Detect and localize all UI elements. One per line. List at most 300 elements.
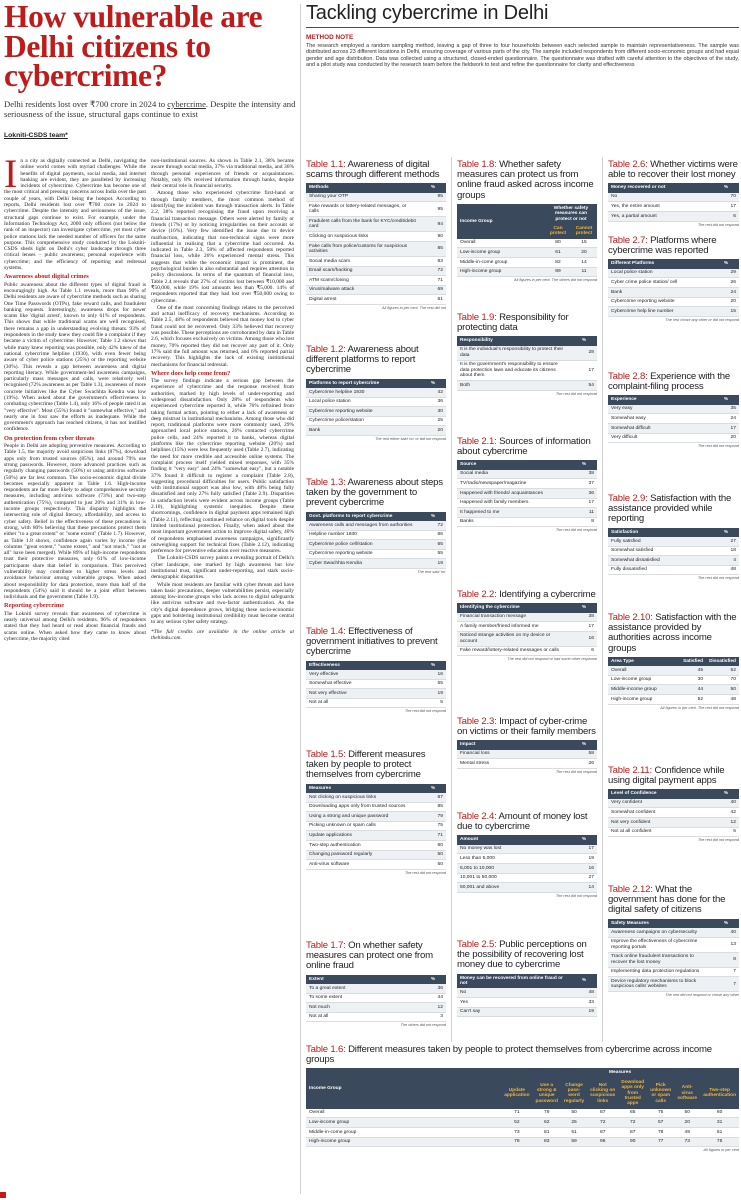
table-row xyxy=(306,397,446,407)
table-cell: Virus/malware attack xyxy=(306,285,420,295)
data-table xyxy=(608,657,739,705)
table-row xyxy=(306,993,446,1003)
column-header: Experience xyxy=(608,395,713,404)
table-title-text: Whether victims were able to recover their lost money xyxy=(608,159,738,181)
column-header: Identifying the cybercrime xyxy=(457,603,571,612)
table-cell: TV/radio/newspaper/magazine xyxy=(457,479,571,489)
table-row xyxy=(306,1109,739,1118)
table-row xyxy=(306,1128,739,1138)
subhead-reporting: Reporting cybercrime xyxy=(4,602,65,610)
table-cell: 87 xyxy=(587,1128,618,1138)
data-table xyxy=(306,784,446,870)
table-cell: Middle-in-come group xyxy=(306,1128,501,1138)
table-cell: 38 xyxy=(571,613,597,622)
table-title-text: Impact of cyber-crime on victims or their family members xyxy=(457,716,596,738)
headline: How vulnerable are Delhi citizens to cybercrime? xyxy=(4,0,263,93)
table-row xyxy=(306,521,446,530)
table-cell: Cybercrime reporting website xyxy=(306,549,420,559)
subhead-help: Where does help come from? xyxy=(151,369,231,377)
table-row xyxy=(608,269,739,278)
table-title xyxy=(457,160,597,201)
column-header: % xyxy=(571,974,597,989)
table-cell: 54 xyxy=(571,381,597,391)
column-header: Different Platforms xyxy=(608,259,713,268)
table-cell: 28 xyxy=(571,346,597,361)
header-row xyxy=(608,919,739,928)
table-cell: 20 xyxy=(674,1118,700,1128)
table-cell: High-income group xyxy=(306,1137,501,1147)
table-title-text: Different measures taken by people to protect themselves from cybercrime xyxy=(306,749,426,781)
table-cell: Fake rewards or lottery-related messages, or calls xyxy=(306,202,420,217)
table-title-text: Awareness of digital scams through different methods xyxy=(306,159,440,181)
table-cell: High-income group xyxy=(608,695,680,705)
table-cell: 51 xyxy=(561,1128,587,1138)
header-row xyxy=(457,974,597,989)
article-col1 xyxy=(4,158,146,1194)
table-cell: 17 xyxy=(713,424,739,434)
table-cell: 78 xyxy=(647,1128,674,1138)
table-row xyxy=(457,248,597,258)
column-header: Effectiveness xyxy=(306,661,420,670)
header-row xyxy=(306,183,446,192)
table-cell: Somewhat effective xyxy=(306,679,420,689)
table-title xyxy=(306,1045,739,1065)
table-cell: Update applications xyxy=(306,831,420,841)
header-row xyxy=(306,975,446,984)
table-title-text: Satisfaction with the assistance provided while reporting xyxy=(608,493,732,525)
table-title xyxy=(457,437,597,457)
table-cell: 90 xyxy=(420,232,446,242)
table-cell: 48 xyxy=(713,565,739,575)
table-cell: 7 xyxy=(713,967,739,977)
table-row xyxy=(457,470,597,479)
table-cell: 82 xyxy=(545,258,571,268)
table-row xyxy=(306,1118,739,1128)
table-note: The rest did not respond xyxy=(404,709,446,714)
table-title-text: Confidence while using digital payment apps xyxy=(608,765,725,787)
table-cell: 61 xyxy=(545,248,571,258)
table-cell: 87 xyxy=(618,1128,647,1138)
table-cell: 72 xyxy=(420,521,446,530)
header-row xyxy=(306,512,446,521)
table-cell: 85 xyxy=(420,802,446,812)
table-row xyxy=(306,831,446,841)
table-number: Table 2.5: xyxy=(457,939,497,950)
table-cell: Very easy xyxy=(608,405,713,414)
table-cell: Device regulatory mechanisms to block suspicious calls/ websites xyxy=(608,977,713,992)
table-cell: 26 xyxy=(571,759,597,769)
table-note: The rest did not respond xyxy=(555,770,597,774)
table-cell: 50 xyxy=(420,860,446,870)
table-number: Table 2.12: xyxy=(608,884,653,895)
table-cell: 71 xyxy=(501,1109,532,1118)
data-table xyxy=(306,183,446,305)
column-header: Download apps only from trusted apps xyxy=(618,1078,647,1109)
table-number: Table 1.6: xyxy=(306,1044,346,1055)
table-cell: 4 xyxy=(713,556,739,566)
intro-text: n a city as digitally connected as Delhi, navigating the online world comes with myriad challenges. While the benefits of digital payments, social media, and internet banking are evident, they are paralleled by increasing incidents of cybercrime. Cybercrime has become one of the most critical and pressing concerns across India over the past couple of years, with Delhi being the hotspot. According to reports, Delhi residents lost over ₹700 crore in 2024 to cybercrime. Despite the intensity and seriousness of the issue, structural gaps continue to exist. For example, under the Information Technology Act, 2000 only officers (not below the rank of an inspector) can investigate cybercrime, yet most cyber police stations lack the needed number of officers for the same purpose. This comprehensive study conducted by the Lokniti-CSDS sheds light on Delhi's cyber landscape through three critical lenses – public awareness; personal experience with cybercrime; and the efficiency of reporting and redressal systems. xyxy=(4,158,146,272)
table-row xyxy=(457,346,597,361)
table-cell: Clicking on suspicious links xyxy=(306,232,420,242)
data-table xyxy=(457,204,597,277)
table-cell: 73 xyxy=(501,1128,532,1138)
table-row xyxy=(306,426,446,436)
table-2-4 xyxy=(457,812,597,898)
column-header: Use a strong & unique password xyxy=(533,1078,561,1109)
table-2-10 xyxy=(608,613,739,710)
table-row xyxy=(306,840,446,850)
table-cell: 20 xyxy=(713,297,739,307)
table-note: The rest did not respond or had some other response xyxy=(507,657,597,662)
table-2-1 xyxy=(457,437,597,532)
table-cell: 17 xyxy=(713,202,739,212)
para-reporting: The Lokniti survey reveals that awareness of cybercrime is nearly universal among Delhi's residents. 96% of respondents stated that they had heard or read about financial frauds and scams online. When asked how they came to know about cybercrime, the majority cited xyxy=(4,610,146,642)
table-cell: 96 xyxy=(587,1137,618,1147)
table-2-8 xyxy=(608,372,739,448)
table-row xyxy=(306,1012,446,1022)
table-row xyxy=(306,295,446,305)
data-table xyxy=(457,740,597,769)
para-help: The survey findings indicate a serious gap between the experience of cybercrime and the response received from authorities, marked by high levels of under-reporting and widespread dissatisfaction. Only 28% of respondents who experienced cybercrime reported it, while 76% refrained from taking formal action, pointing to either a lack of awareness or deep mistrust in institutional mechanisms. Among those who did report, traditional platforms were more commonly used, 29% approached local police stations, 26% contacted cybercrime police cells, and 24% reported it to banks, whereas digital platforms like the cybercrime reporting website (20%) and helplines (15%) were less frequently used (Table 2.7), indicating the need for more credible and accessible online systems. The complaint process itself yielded mixed responses, with 35% finding it "very easy" and 24% "somewhat easy", but a notable 37% found it difficult to register a complaint (Table 2.8), suggesting procedural difficulties for users. Public satisfaction with institutional support was also low, with 48% being fully dissatisfied and only 27% fully satisfied (Table 2.9). Disparities in satisfaction levels were evident across income groups (Table 2.10), highlighting systemic inequities. Despite these shortcomings, confidence in digital payment apps remained high (Table 2.11), reflecting continued reliance on digital tools despite limited institutional protection. Finally, when asked about the most important government action to improve digital safety, 40% of respondents emphasised awareness campaigns, significantly outweighing support for technical fixes (Table 2.12), indicating preference for preventive education over reactive measures. xyxy=(151,378,294,555)
table-cell: 40 xyxy=(713,799,739,808)
table-2-3 xyxy=(457,717,597,774)
data-table xyxy=(457,460,597,527)
table-row xyxy=(608,565,739,575)
table-note: All figures in per cent xyxy=(703,1148,739,1153)
table-title-text: Platforms where cybercrime was reported xyxy=(608,235,717,257)
table-title xyxy=(608,372,739,392)
column-header: % xyxy=(713,395,739,404)
table-cell: 18 xyxy=(713,546,739,556)
table-cell: 27 xyxy=(713,537,739,546)
header-row xyxy=(457,603,597,612)
table-2-12 xyxy=(608,885,739,997)
header-row xyxy=(306,1068,739,1077)
table-cell: 25 xyxy=(561,1118,587,1128)
table-cell: 44 xyxy=(680,685,706,695)
table-title-text: Amount of money lost due to cybercrime xyxy=(457,811,588,833)
column-header: Money recovered or not xyxy=(608,183,713,192)
table-note: The rest did not respond xyxy=(555,391,597,396)
table-cell: Very confident xyxy=(608,799,713,808)
table-cell: 6 xyxy=(571,646,597,656)
table-title xyxy=(457,313,597,333)
table-1-6 xyxy=(306,1045,739,1152)
table-cell: A family member/friend informed me xyxy=(457,622,571,632)
method-note-heading: METHOD NOTE xyxy=(306,34,354,41)
table-cell: ATM scam/cloning xyxy=(306,276,420,286)
table-note: The rest did not respond xyxy=(555,893,597,898)
table-row xyxy=(306,266,446,276)
table-cell: Overall xyxy=(457,239,545,248)
table-cell: Middle-in-come group xyxy=(457,258,545,268)
table-row xyxy=(457,631,597,646)
table-row xyxy=(457,873,597,883)
table-cell: 48 xyxy=(706,695,739,705)
table-cell: 79 xyxy=(533,1109,561,1118)
header-row xyxy=(457,460,597,469)
table-cell: 19 xyxy=(571,854,597,864)
data-table xyxy=(608,395,739,443)
table-cell: 31 xyxy=(700,1118,739,1128)
table-cell: 3 xyxy=(420,1012,446,1022)
para-protection: People in Delhi are adopting preventive measures. According to Table 1.5, the majority avoid suspicious links (87%), download apps only from trusted sources (85%), and around 79% use strong passwords. However, more advanced practices such as regularly changing passwords (50%) or using antivirus software (50%) are far less common. The socio-economic digital divide becomes especially apparent in Table 1.6. High-income respondents are far more likely to adopt comprehensive security measures, including antivirus software (73%) and two-step authentication (75%), compared to just 20% and 31% in low-income groups respectively. This disparity highlights the intersecting role of digital literacy, affordability, and access to cyber safety. Belief in the effectiveness of these precautions is strong, with 80% believing that these precautions protect them either "to a great extent" or "some extent" (Table 1.7). However, as Table 1.8 shows, confidence again varies by income (the columns "great extent," "some extent," and "not much," "not at all" have been merged). While 89% of high-income respondents trust their protective measures, only 61% of low-income participants share that belief in comparison. This perceived vulnerability may contribute to higher stress levels and avoidance behaviour among vulnerable groups. When asked about responsibility for data protection, more than half of the respondents (54%) said it should be a joint effort between individuals and the government (Table 1.9). xyxy=(4,443,146,601)
table-row xyxy=(306,388,446,397)
table-1-1 xyxy=(306,160,446,310)
table-cell: 44 xyxy=(420,993,446,1003)
table-cell: 75 xyxy=(420,821,446,831)
table-number: Table 2.3: xyxy=(457,716,497,727)
table-cell: 61 xyxy=(420,295,446,305)
column-header: Dissatisfied xyxy=(706,657,739,666)
column-header: Level of Confidence xyxy=(608,789,713,798)
table-cell: 55 xyxy=(420,549,446,559)
table-cell: Bank xyxy=(306,426,420,436)
table-number: Table 2.7: xyxy=(608,235,648,246)
table-row xyxy=(608,307,739,317)
table-title xyxy=(608,885,739,916)
table-row xyxy=(608,952,739,967)
table-cell: Cybercrime police cell/station xyxy=(306,540,420,550)
table-row xyxy=(608,297,739,307)
group-header: Measures xyxy=(501,1068,739,1077)
table-cell: Not clicking on suspicious links xyxy=(306,793,420,802)
table-cell: No money was lost xyxy=(457,845,571,854)
table-cell: 50 xyxy=(420,850,446,860)
table-cell: 75 xyxy=(647,1109,674,1118)
subheadline xyxy=(4,99,300,120)
table-cell: 62 xyxy=(533,1118,561,1128)
table-row xyxy=(608,818,739,828)
table-note: The rest said 'no' xyxy=(417,569,446,574)
table-cell: It is the individual's responsibility to protect their data xyxy=(457,346,571,361)
table-cell: Happened with friends/ acquaintances xyxy=(457,489,571,499)
table-cell: Low-income group xyxy=(457,248,545,258)
table-cell: 75 xyxy=(700,1137,739,1147)
header-row xyxy=(608,657,739,666)
table-cell: 37 xyxy=(571,479,597,489)
table-cell: Cyber Swachhta Kendra xyxy=(306,559,420,569)
table-cell: 12 xyxy=(420,1003,446,1013)
table-cell: 90 xyxy=(618,1137,647,1147)
column-header: Two-step authentication xyxy=(700,1078,739,1109)
para-identify: Among those who experienced cybercrime first-hand or through family members, the most common method of identifying the incident was through transaction alerts. In Table 2.2, 38% reported recognising the fraud upon receiving a financial transaction message. Others were alerted by family or friends (17%) or by noticing irregularities on their account or device (16%). Very few identified the issue due to device malfunction, indicating that non-technical signs were more influential in realising that a cybercrime had occurred. As indicated in Table 2.3, 58% of affected respondents reported financial loss, while 26% experienced mental stress. This suggests that while the economic impact is prominent, the psychological burden is also substantial and requires attention in policy discussions. In terms of the quantum of financial loss, Table 2.4 reveals that 27% of victims lost between ₹10,000 and ₹50,000, while 19% lost amounts less than ₹5,000. 14% of respondents reported that they had lost over ₹50,000 owing to cybercrime. xyxy=(151,190,294,304)
table-cell: 5,001 to 10,000 xyxy=(457,864,571,874)
section-title: Tackling cybercrime in Delhi xyxy=(306,2,739,28)
table-cell: Yes, the entire amount xyxy=(608,202,713,212)
table-cell: To a great extent xyxy=(306,984,420,993)
dropcap: I xyxy=(4,158,18,196)
table-cell: Low-income group xyxy=(306,1118,501,1128)
table-row xyxy=(306,276,446,286)
column-header: Pick unknown or spam calls xyxy=(647,1078,674,1109)
table-cell: 55 xyxy=(420,679,446,689)
table-cell: 14 xyxy=(571,883,597,893)
table-row xyxy=(306,793,446,802)
column-header: % xyxy=(713,919,739,928)
table-title-text: Responsibility for protecting data xyxy=(457,312,569,334)
table-cell: 17 xyxy=(571,845,597,854)
data-table xyxy=(306,1068,739,1147)
column-header: Income Group xyxy=(457,204,545,239)
table-row xyxy=(457,988,597,997)
column-header: Impact xyxy=(457,740,571,749)
subhead-awareness: Awareness about digital crimes xyxy=(4,273,89,281)
table-cell: Low-income group xyxy=(608,675,680,685)
column-header: Platforms to report cybercrime xyxy=(306,379,420,388)
group-header: Whether safety measures can protect or not xyxy=(545,204,597,224)
table-cell: 6 xyxy=(713,827,739,837)
data-table xyxy=(457,835,597,892)
data-table xyxy=(306,975,446,1023)
table-title xyxy=(457,717,597,737)
table-row xyxy=(306,812,446,822)
table-cell: Somewhat dissatisfied xyxy=(608,556,713,566)
table-cell: 26 xyxy=(713,278,739,288)
table-number: Table 2.1: xyxy=(457,436,497,447)
column-header: Can protect xyxy=(545,224,571,239)
table-cell: 25 xyxy=(420,416,446,426)
table-row xyxy=(306,242,446,257)
column-header: % xyxy=(420,379,446,388)
table-cell: It happened to me xyxy=(457,508,571,518)
table-cell: 20 xyxy=(713,433,739,443)
table-cell: 87 xyxy=(420,793,446,802)
table-note: All figures in per cent. The rest did not xyxy=(382,305,446,310)
data-table xyxy=(457,603,597,656)
table-cell: 72 xyxy=(618,1118,647,1128)
table-title xyxy=(608,494,739,525)
table-cell: 14 xyxy=(571,258,597,268)
table-row xyxy=(608,193,739,202)
table-row xyxy=(608,799,739,808)
data-table xyxy=(608,919,739,993)
column-header: % xyxy=(420,183,446,192)
page-marker xyxy=(0,1192,6,1198)
table-title-text: On whether safety measures can protect one from online fraud xyxy=(306,940,433,972)
table-number: Table 1.9: xyxy=(457,312,497,323)
table-cell: Very effective xyxy=(306,670,420,679)
table-cell: Cybercrime police/station xyxy=(306,416,420,426)
column-header: Methods xyxy=(306,183,420,192)
table-cell: 57 xyxy=(647,1118,674,1128)
table-cell: 50 xyxy=(674,1109,700,1118)
header-row xyxy=(608,395,739,404)
table-2-5 xyxy=(457,940,597,1017)
table-row xyxy=(306,285,446,295)
table-row xyxy=(306,860,446,870)
column-header: % xyxy=(420,784,446,793)
table-cell: To some extent xyxy=(306,993,420,1003)
table-cell: 72 xyxy=(420,266,446,276)
table-row xyxy=(457,854,597,864)
table-cell: Social media scam xyxy=(306,257,420,267)
table-row xyxy=(457,258,597,268)
table-1-9 xyxy=(457,313,597,396)
table-note: The rest either said 'no' or did not respond xyxy=(375,436,446,441)
para-end2: While most residents are familiar with cyber threats and have taken basic precautions, deeper vulnerabilities persist, especially among low-income groups who lack access to digital safeguards like antivirus software and two-factor authentication. As the city's digital dependence grows, bridging these socio-economic gaps and bolstering institutional credibility must become central to any serious cyber safety strategy. xyxy=(151,581,294,626)
subhead-text-2: . Despite the intensity and seriousness of the issue, structural gaps continue to exist xyxy=(4,98,296,119)
table-cell: Not at all confident xyxy=(608,827,713,837)
table-row xyxy=(608,977,739,992)
table-cell: 17 xyxy=(571,360,597,380)
table-row xyxy=(457,498,597,508)
table-cell: 73 xyxy=(674,1137,700,1147)
table-cell: Sharing your OTP xyxy=(306,193,420,202)
table-row xyxy=(457,239,597,248)
table-row xyxy=(306,257,446,267)
table-row xyxy=(608,424,739,434)
table-cell: Happened with family members xyxy=(457,498,571,508)
table-number: Table 1.8: xyxy=(457,159,497,170)
table-number: Table 1.2: xyxy=(306,344,346,355)
table-cell: 7 xyxy=(713,977,739,992)
table-cell: 89 xyxy=(545,267,571,277)
table-number: Table 2.11: xyxy=(608,765,653,776)
table-cell: Awareness calls and messages from authorities xyxy=(306,521,420,530)
table-row xyxy=(457,360,597,380)
column-header: % xyxy=(571,603,597,612)
table-cell: 24 xyxy=(713,288,739,298)
table-cell: 85 xyxy=(420,242,446,257)
subhead-link[interactable]: cybercrime xyxy=(167,98,206,109)
header-row xyxy=(608,528,739,537)
table-cell: 35 xyxy=(713,405,739,414)
table-cell: Cybercrime helpline 1930 xyxy=(306,388,420,397)
table-row xyxy=(608,433,739,443)
table-cell: 49 xyxy=(674,1128,700,1138)
table-cell: 27 xyxy=(571,873,597,883)
table-cell: 52 xyxy=(706,666,739,675)
header-row xyxy=(306,661,446,670)
table-note: The others did not respond xyxy=(400,1023,446,1028)
table-cell: Overall xyxy=(306,1109,501,1118)
table-cell: 83 xyxy=(420,257,446,267)
table-1-8 xyxy=(457,160,597,282)
table-cell: Financial transaction message xyxy=(457,613,571,622)
column-header: Safety Measures xyxy=(608,919,713,928)
data-table xyxy=(608,183,739,221)
table-cell: Fully satisfied xyxy=(608,537,713,546)
table-title xyxy=(457,812,597,832)
column-header: % xyxy=(420,661,446,670)
method-note-text: The research employed a random sampling method, leaving a gap of three to four households between each selected sample to maintain representativeness. The sample was distributed across 23 different locations in Delhi, ensuring coverage of various parts of the city. The sample included respondents from different socio-economic groups and had equal gender and age distribution. Data was collected using a structured, closed-ended questionnaire. The questionnaire was drafted with careful attention to the objectives of the study, and a pilot study was conducted by the research team before the fieldwork to test and refine the questionnaire for clarity and effectiveness xyxy=(306,43,739,69)
column-header: Income Group xyxy=(306,1068,501,1108)
table-row xyxy=(608,937,739,952)
table-cell: Noticed strange activities on my device or account xyxy=(457,631,571,646)
column-header: % xyxy=(713,789,739,798)
data-section xyxy=(306,0,739,69)
table-row xyxy=(306,670,446,679)
article-col2 xyxy=(151,158,294,1194)
table-number: Table 2.8: xyxy=(608,371,648,382)
header-row xyxy=(306,784,446,793)
header-row xyxy=(608,183,739,192)
table-cell: Anti-virus software xyxy=(306,860,420,870)
table-number: Table 2.9: xyxy=(608,493,648,504)
table-title xyxy=(306,160,446,180)
table-cell: 20 xyxy=(571,248,597,258)
table-cell: Not at all xyxy=(306,1012,420,1022)
table-cell: 6 xyxy=(713,212,739,222)
table-title-text: Public perceptions on the possibility of recovering lost money due to cybercrime xyxy=(457,939,587,971)
table-cell: 58 xyxy=(571,750,597,759)
column-header: Area Type xyxy=(608,657,680,666)
table-note: All figures in per cent. The others did not respond xyxy=(514,278,597,283)
intro-para xyxy=(4,158,146,271)
column-header: % xyxy=(713,183,739,192)
table-cell: 19 xyxy=(420,689,446,699)
